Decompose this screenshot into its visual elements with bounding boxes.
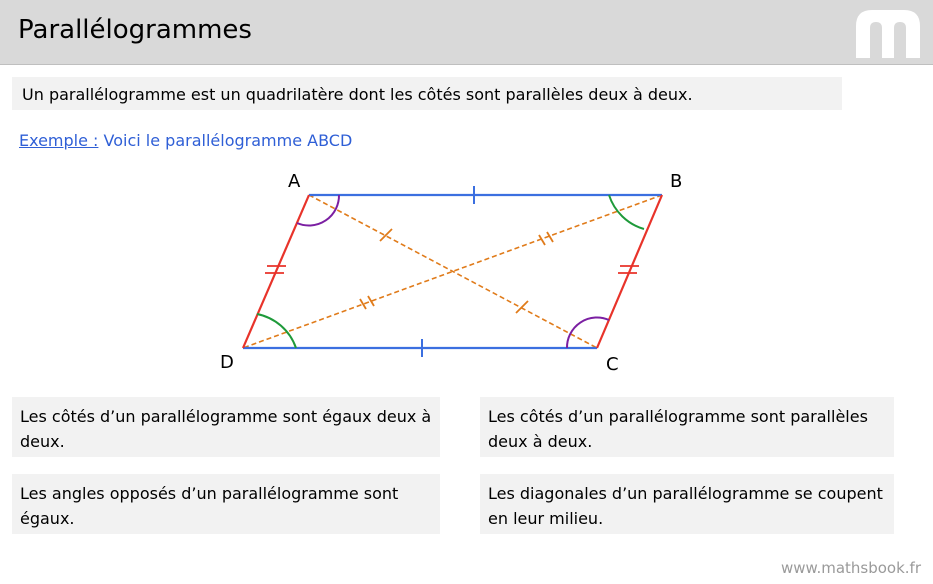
property-text-1: Les côtés d’un parallélogramme sont égaux deux à deux.: [20, 407, 432, 451]
side-AD: [243, 195, 309, 348]
example-label: Exemple :: [19, 131, 99, 150]
footer-url: www.mathsbook.fr: [781, 559, 921, 577]
vertex-label-A: A: [288, 171, 301, 192]
property-box-4: [480, 474, 894, 534]
property-box-3: [12, 474, 440, 534]
page-title: Parallélogrammes: [18, 15, 252, 45]
vertex-label-B: B: [670, 171, 683, 192]
vertex-label-D: D: [220, 352, 234, 373]
property-box-1: [12, 397, 440, 457]
example-text: Voici le parallélogramme ABCD: [103, 131, 353, 150]
diagonal-AC: [309, 195, 597, 348]
property-text-3: Les angles opposés d’un parallélogramme sont égaux.: [20, 484, 399, 528]
property-text-2: Les côtés d’un parallélogramme sont parallèles deux à deux.: [488, 407, 868, 451]
definition-text: Un parallélogramme est un quadrilatère dont les côtés sont parallèles deux à deux.: [22, 85, 693, 104]
property-box-2: [480, 397, 894, 457]
double-tick-diag-B: [539, 232, 553, 245]
tick-diag-C: [516, 301, 528, 313]
vertex-label-C: C: [606, 354, 619, 375]
side-BC: [597, 195, 662, 348]
property-text-4: Les diagonales d’un parallélogramme se coupent en leur milieu.: [488, 484, 883, 528]
tick-diag-A: [380, 229, 392, 241]
